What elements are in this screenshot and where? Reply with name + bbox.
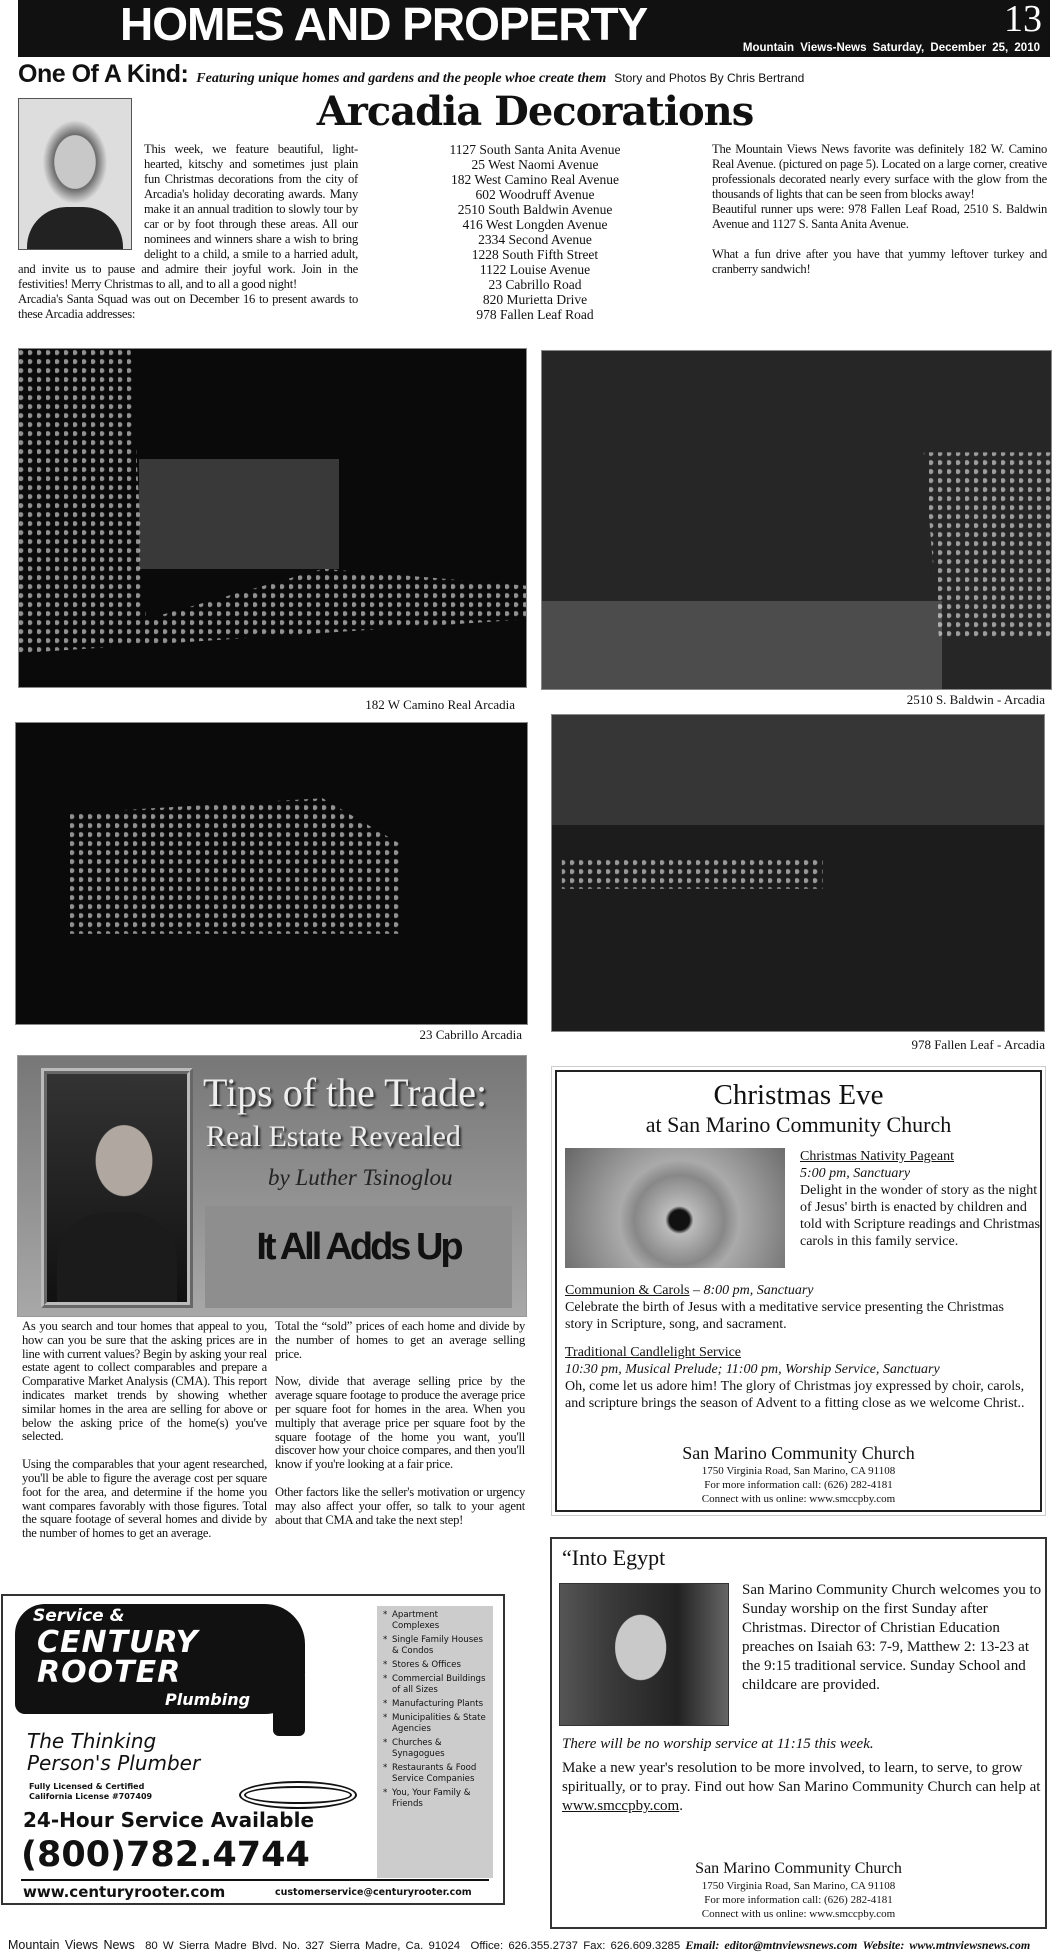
ad-subtitle: at San Marino Community Church: [645, 1112, 952, 1137]
service-item: * Restaurants & Food Service Companies: [383, 1763, 487, 1785]
license-line: California License #707409: [29, 1792, 153, 1801]
ad-body: San Marino Community Church welcomes you to Sunday worship on the first Sunday after Christmas. Director of Christian Education preaches on Isaiah 63: 7-9, Matthew 2: 13-23 at the 9:15 traditional service. Sunday School and childcare are provided.: [742, 1582, 1042, 1693]
photo-caption: 182 W Camino Real Arcadia: [365, 697, 515, 712]
century-rooter-ad: [1, 1594, 505, 1905]
event-desc: Delight in the wonder of story as the night of Jesus' birth is enacted by children and told with Scripture readings and Christmas carols in this family service.: [800, 1183, 1040, 1249]
intro-text-2: Arcadia's Santa Squad was out on December 16 to present awards to these Arcadia addresses:: [18, 292, 358, 321]
poinsettia-photo: [565, 1148, 785, 1268]
church-address: 1750 Virginia Road, San Marino, CA 91108: [701, 1465, 896, 1477]
rooter-tagline: The Thinking Person's Plumber: [27, 1729, 201, 1775]
church-name: San Marino Community Church: [682, 1443, 915, 1463]
tips-paragraph: Total the “sold” prices of each home and divide by the number of homes to get an average selling price.: [275, 1319, 525, 1361]
tips-column-1: [22, 1320, 267, 1555]
tips-subtitle: Real Estate Revealed: [206, 1120, 461, 1153]
pipe-icon: [273, 1676, 305, 1736]
photo-caption: 978 Fallen Leaf - Arcadia: [911, 1037, 1045, 1052]
church-phone: For more information call: (626) 282-4181: [704, 1479, 893, 1491]
favorite-text: The Mountain Views News favorite was definitely 182 W. Camino Real Avenue. (pictured on page 5). Located on a large corner, creative professionals decorated nearly every surface with the glow from the thousands of lights that can be seen from blocks away!: [712, 142, 1047, 201]
footer-email[interactable]: Email: editor@mtnviewsnews.com: [685, 1938, 858, 1952]
church-address: 1750 Virginia Road, San Marino, CA 91108: [701, 1880, 896, 1892]
tips-paragraph: Using the comparables that your agent researched, you'll be able to figure the average cost per square foot for the area, and determine if the home you want compares favorably with those figures. Total the square footage of several homes and divide by the number of homes to get an average.: [22, 1457, 267, 1541]
event-desc: Oh, come let us adore him! The glory of Christmas joy expressed by choir, carols, and scripture brings the season of Advent to a fitting close as we welcome Christ..: [565, 1379, 1025, 1411]
runner-ups-text: Beautiful runner ups were: 978 Fallen Leaf Road, 2510 S. Baldwin Avenue and 1127 S. Santa Anita Avenue.: [712, 202, 1047, 231]
rooter-phone: (800)782.4744: [21, 1835, 310, 1875]
service-item: * You, Your Family & Friends: [383, 1788, 487, 1810]
ad-invite: Make a new year's resolution to be more involved, to learn, to serve, to grow spiritually, or to pray. Find out how San Marino Community Church can help at: [562, 1760, 1041, 1795]
tips-paragraph: As you search and tour homes that appeal to you, how can you be sure that the asking prices are in line with current values? Begin by asking your real estate agent to collect comparables and prepare a Comparative Market Analysis (CMA). This report indicates market trends by showing whether similar homes in the area are selling for above or below the asking price of the home(s) you've selected.: [22, 1319, 267, 1444]
photo-cabrillo: [15, 722, 528, 1025]
photo-caption: 2510 S. Baldwin - Arcadia: [906, 692, 1045, 707]
section-title: HOMES AND PROPERTY: [120, 0, 648, 50]
ad-title: Christmas Eve: [713, 1079, 884, 1111]
license-line: Fully Licensed & Certified: [29, 1782, 145, 1791]
rooter-website[interactable]: www.centuryrooter.com: [23, 1883, 226, 1901]
article-favorite: [712, 142, 1047, 277]
column-tagline: Featuring unique homes and gardens and the people whoe create them: [196, 71, 607, 86]
event-name: Christmas Nativity Pageant: [800, 1149, 954, 1164]
services-list: [377, 1606, 493, 1878]
event-time: 5:00 pm, Sanctuary: [800, 1166, 911, 1181]
service-item: * Commercial Buildings of all Sizes: [383, 1674, 487, 1696]
tips-headline: It All Adds Up: [205, 1206, 512, 1308]
ad-notice: There will be no worship service at 11:15 this week.: [562, 1736, 874, 1752]
address: 1228 South Fifth Street: [471, 247, 599, 262]
service-hours: 24-Hour Service Available: [23, 1808, 315, 1832]
address: 820 Murietta Drive: [482, 292, 588, 307]
service-item: * Single Family Houses & Condos: [383, 1635, 487, 1657]
century-rooter-logo: [15, 1604, 305, 1714]
article-title: Arcadia Decorations: [316, 88, 754, 135]
director-photo: [559, 1583, 729, 1726]
drain-icon: [239, 1781, 357, 1809]
event-time: 8:00 pm, Sanctuary: [703, 1283, 814, 1298]
address: 2510 South Baldwin Avenue: [457, 202, 613, 217]
service-item: * Churches & Synagogues: [383, 1738, 487, 1760]
photo-baldwin: [541, 350, 1052, 690]
church-name: San Marino Community Church: [695, 1860, 902, 1877]
tips-paragraph: Now, divide that average selling price by the average square footage to produce the average price per square foot for homes in the area. When you multiply that average price per square foot by the square footage of the home you want, you'll discover how your choice compares, and then you'll know if you're looking at a fair price.: [275, 1374, 525, 1472]
event-name: Traditional Candlelight Service: [565, 1345, 742, 1360]
byline: Story and Photos By Chris Bertrand: [614, 71, 805, 85]
service-item: * Stores & Offices: [383, 1660, 487, 1671]
address: 25 West Naomi Avenue: [471, 157, 599, 172]
service-item: * Apartment Complexes: [383, 1610, 487, 1632]
event-name: Communion & Carols: [565, 1283, 690, 1298]
footer-address: 80 W Sierra Madre Blvd. No. 327 Sierra Madre, Ca. 91024: [145, 1940, 461, 1952]
address: 1127 South Santa Anita Avenue: [449, 142, 621, 157]
logo-plumbing: Plumbing: [165, 1690, 251, 1709]
church-phone: For more information call: (626) 282-4181: [704, 1894, 893, 1906]
paper-date: Mountain Views-News Saturday, December 25, 2010: [742, 42, 1040, 54]
column-kicker: One Of A Kind:: [18, 60, 189, 88]
column-header: [18, 60, 804, 89]
tips-column-2: [275, 1320, 525, 1541]
logo-service: Service &: [33, 1606, 125, 1626]
tips-banner: [17, 1055, 527, 1317]
church-web: Connect with us online: www.smccpby.com: [701, 1908, 896, 1920]
into-egypt-ad: “Into Egypt San Marino Community Church welcomes you to Sunday worship on the first Sunday after Christmas. Director of Christian Education preaches on Isaiah 63: 7-9, Matthew 2: 13-23 at the 9:15 traditional service. Sunday School and childcare are provided. There will be no worship service at 11:15 this week. Make a new year's resolution to be more involved, to learn, to serve, to grow spiritually, or to pray. Find out how San Marino Community Church can help at www.smccpby.com. San Marino Community Church 1750 Virginia Road, San Marino, CA 91108 For more information call: (626) 282-4181 Connect with us online: www.smccpby.com: [550, 1537, 1047, 1929]
service-item: * Manufacturing Plants: [383, 1699, 487, 1710]
address: 602 Woodruff Avenue: [475, 187, 595, 202]
address: 23 Cabrillo Road: [488, 277, 582, 292]
ad-title: “Into Egypt: [562, 1545, 666, 1570]
article-intro: [18, 142, 358, 322]
closing-text: What a fun drive after you have that yummy leftover turkey and cranberry sandwich!: [712, 247, 1047, 276]
service-item: * Municipalities & State Agencies: [383, 1713, 487, 1735]
footer-office: Office: 626.355.2737: [470, 1940, 579, 1952]
address: 1122 Louise Avenue: [479, 262, 591, 277]
photo-caption: 23 Cabrillo Arcadia: [419, 1027, 522, 1042]
photo-camino-real: [18, 348, 527, 688]
address: 978 Fallen Leaf Road: [476, 307, 594, 322]
page-number: 13: [1004, 0, 1042, 40]
tips-paragraph: Other factors like the seller's motivation or urgency may also affect your offer, so talk to your agent about that CMA and take the next step!: [275, 1484, 525, 1527]
author-photo: [41, 1068, 193, 1308]
photo-fallen-leaf: [551, 714, 1045, 1032]
footer-website[interactable]: Website: www.mtnviewsnews.com: [862, 1938, 1031, 1952]
christmas-eve-ad: Christmas Eve at San Marino Community Church Christmas Nativity Pageant 5:00 pm, Sanctuary Delight in the wonder of story as the night of Jesus' birth is enacted by children and told with Scripture readings and Christmas carols in this family service. Communion & Carols – 8:00 pm, Sanctuary Celebrate the birth of Jesus with a meditative service presenting the Christmas story in Scripture, song, and sacrament. Traditional Candlelight Service 10:30 pm, Musical Prelude; 11:00 pm, Worship Service, Sanctuary Oh, come let us adore him! The glory of Christmas joy expressed by choir, carols, and scripture brings the season of Advent to a fitting close as we welcome Christ.. San Marino Community Church 1750 Virginia Road, San Marino, CA 91108 For more information call: (626) 282-4181 Connect with us online: www.smccpby.com: [551, 1066, 1046, 1516]
rooter-email[interactable]: customerservice@centuryrooter.com: [275, 1887, 472, 1898]
footer-fax: Fax: 626.609.3285: [583, 1940, 681, 1952]
footer-paper: Mountain Views News: [8, 1938, 135, 1952]
address: 182 West Camino Real Avenue: [451, 172, 619, 187]
address: 416 West Longden Avenue: [462, 217, 608, 232]
intro-text: This week, we feature beautiful, light-hearted, kitschy and sometimes just plain fun Christmas decorations from the city of Arcadia's holiday decorating awards. Many make it an annual tradition to slowly tour by car or by foot through these areas. All our nominees and winners share a wish to bring delight to a child, a smile to a harried adult, and invite us to pause and admire their joyful work. Join in the festivities! Merry Christmas to all, and to all a good night!: [18, 142, 358, 291]
event-desc: Celebrate the birth of Jesus with a meditative service presenting the Christmas story in Scripture, song, and sacrament.: [565, 1300, 1004, 1332]
address-list: [385, 142, 685, 322]
church-link[interactable]: www.smccpby.com: [562, 1798, 680, 1814]
logo-name: CENTURY ROOTER: [37, 1625, 199, 1690]
address: 2334 Second Avenue: [478, 232, 592, 247]
church-web: Connect with us online: www.smccpby.com: [701, 1493, 896, 1505]
tips-title: Tips of the Trade:: [203, 1070, 488, 1115]
event-time: 10:30 pm, Musical Prelude; 11:00 pm, Worship Service, Sanctuary: [565, 1362, 940, 1377]
tips-author: by Luther Tsinoglou: [268, 1165, 453, 1190]
section-header: [18, 0, 1050, 57]
page-footer: [8, 1938, 1056, 1953]
